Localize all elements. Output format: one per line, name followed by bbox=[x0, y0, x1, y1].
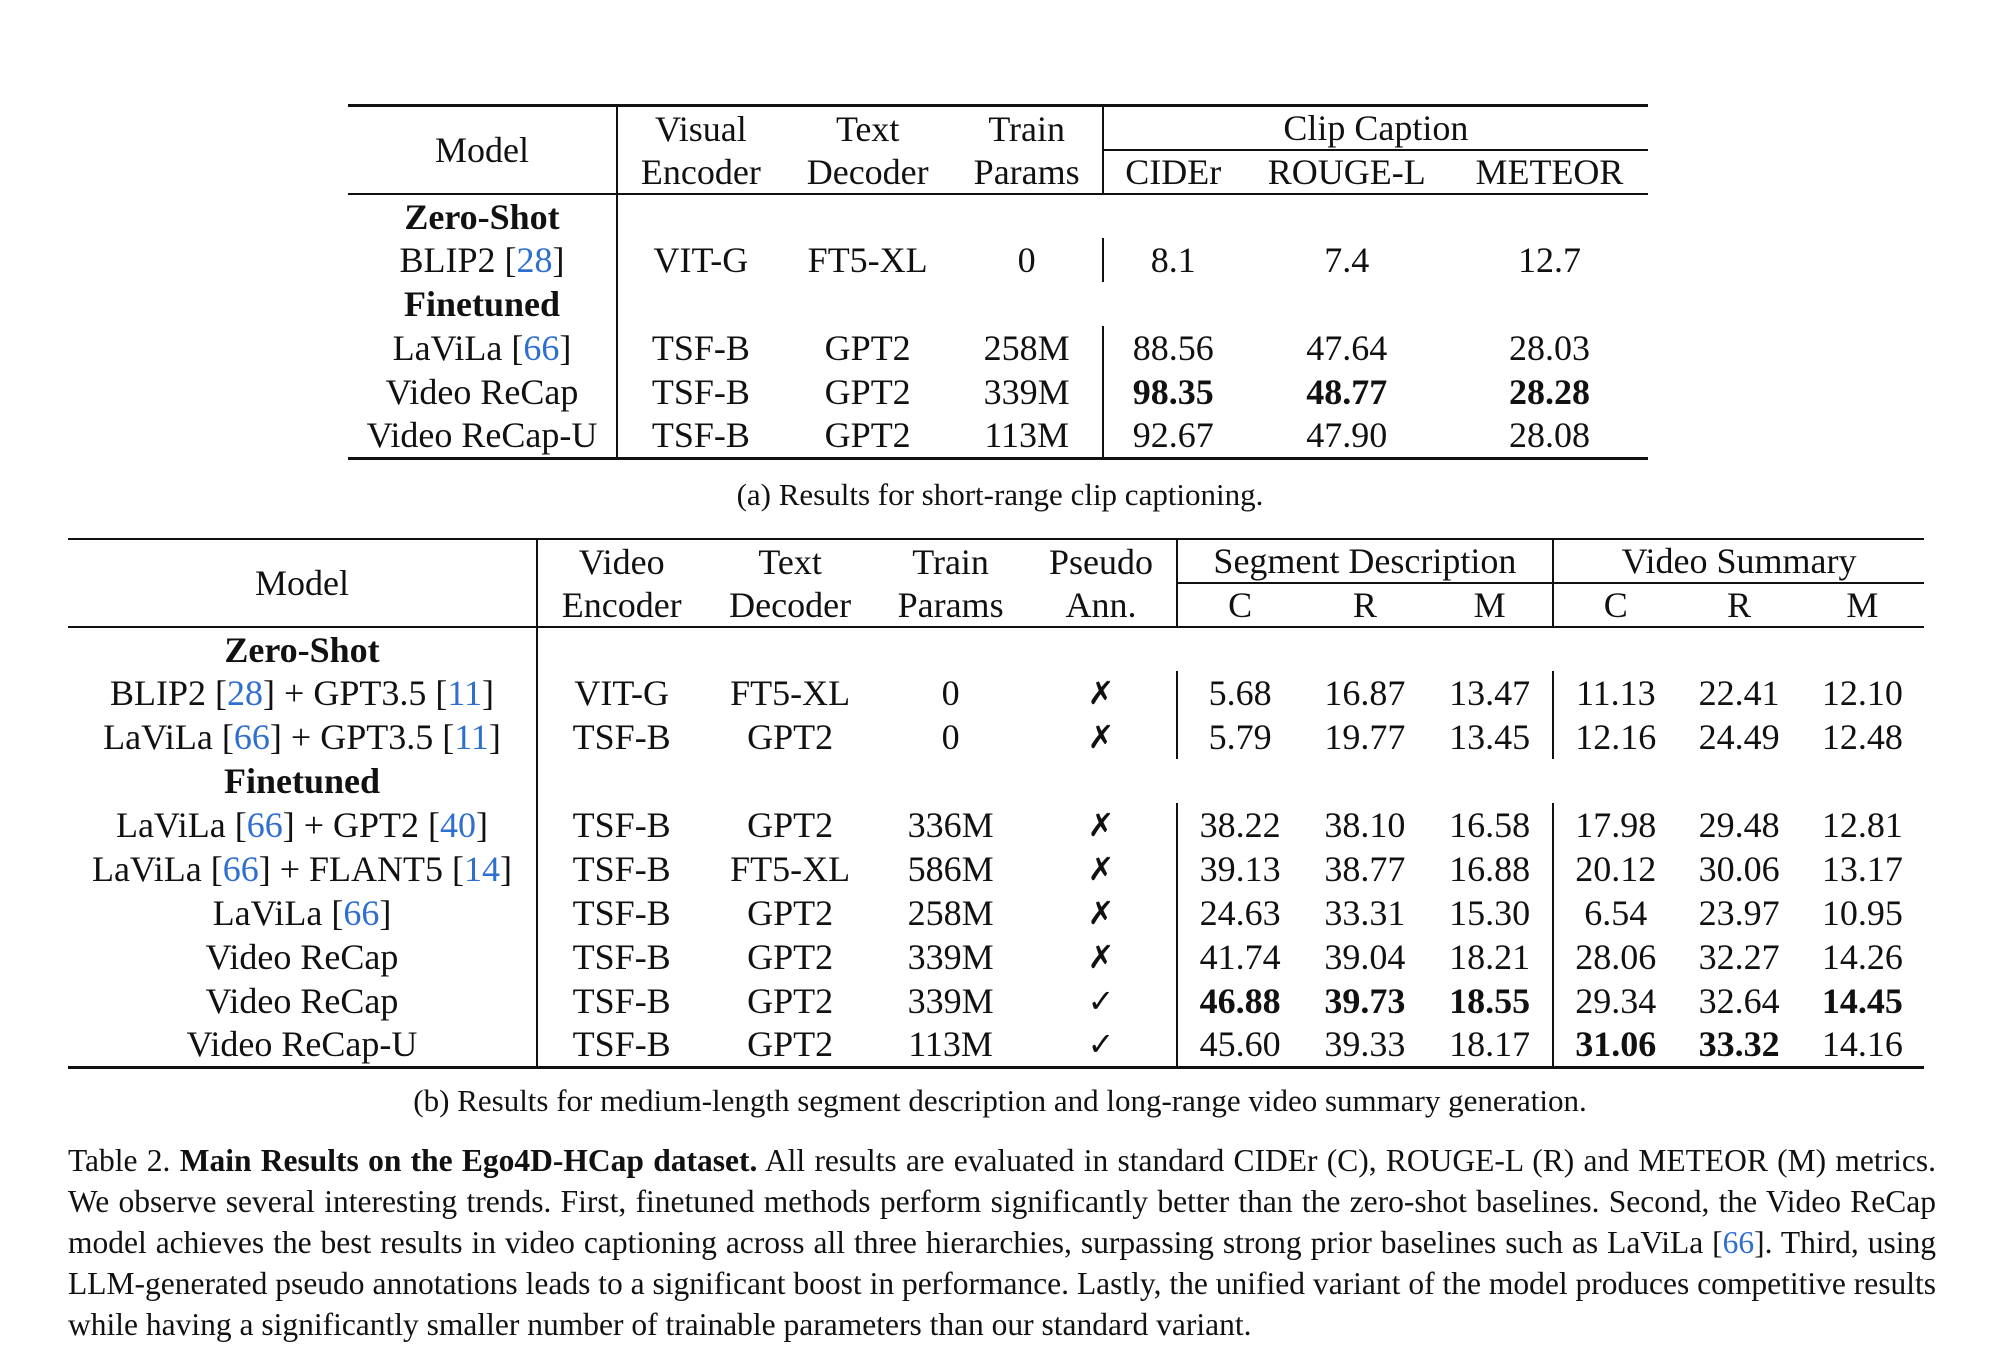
table-row bbox=[68, 671, 1924, 715]
subcaption-a: (a) Results for short-range clip captioning. bbox=[736, 477, 1264, 512]
cell-encoder: TSF-B bbox=[537, 715, 705, 759]
cell-cider: 98.35 bbox=[1103, 370, 1243, 414]
cell-rouge: 7.4 bbox=[1324, 240, 1370, 280]
model-name: LaViLa [66] + GPT2 [40] bbox=[115, 805, 489, 845]
header-visual-2: Encoder bbox=[617, 150, 784, 194]
model-name: LaViLa [66] bbox=[212, 893, 392, 933]
model-name: BLIP2 [28] + GPT3.5 [11] bbox=[110, 673, 494, 713]
cell-segment-c: 41.74 bbox=[1177, 935, 1303, 979]
cell-summary-c: 17.98 bbox=[1553, 803, 1677, 847]
cell-summary-r: 24.49 bbox=[1698, 717, 1780, 757]
header-meteor: METEOR bbox=[1475, 152, 1624, 192]
cell-segment-m: 16.58 bbox=[1449, 805, 1531, 845]
cell-rouge: 47.90 bbox=[1243, 414, 1451, 458]
table-row bbox=[348, 238, 1648, 282]
header-seg-m: M bbox=[1473, 585, 1506, 625]
cell-encoder: TSF-B bbox=[617, 370, 784, 414]
cell-summary-r: 32.27 bbox=[1698, 937, 1780, 977]
caption-text-2: ]. Third, using LLM-generated pseudo annotations leads to a significant boost in performance. Lastly, the unified variant of the model produces competitive results while having a significantly smaller number of trainable parameters than our standard variant. bbox=[68, 1225, 1936, 1342]
citation-link[interactable]: 66 bbox=[343, 893, 380, 933]
cell-segment-c: 45.60 bbox=[1177, 1023, 1303, 1067]
header-sum-c: C bbox=[1553, 583, 1677, 627]
table-row bbox=[68, 715, 1924, 759]
cell-encoder: VIT-G bbox=[537, 671, 705, 715]
cell-summary-c: 12.16 bbox=[1553, 715, 1677, 759]
header-clip-caption: Clip Caption bbox=[1103, 106, 1648, 151]
cell-meteor: 28.03 bbox=[1508, 328, 1590, 368]
cell-segment-c: 5.79 bbox=[1177, 715, 1303, 759]
model-name: LaViLa [66] + FLANT5 [14] bbox=[91, 849, 513, 889]
cell-decoder: GPT2 bbox=[747, 805, 834, 845]
cell-segment-c: 38.22 bbox=[1177, 803, 1303, 847]
model-name: LaViLa [66] bbox=[392, 328, 572, 368]
table-row bbox=[68, 847, 1924, 891]
header-segment-description: Segment Description bbox=[1177, 539, 1553, 583]
cell-summary-c: 20.12 bbox=[1553, 847, 1677, 891]
pseudo-annotation-mark: ✗ bbox=[1087, 674, 1115, 712]
cell-summary-m: 12.48 bbox=[1821, 717, 1903, 757]
pseudo-annotation-mark: ✓ bbox=[1026, 1023, 1176, 1067]
table-caption bbox=[68, 1140, 1936, 1345]
pseudo-annotation-mark: ✗ bbox=[1087, 718, 1115, 756]
citation-link[interactable]: 11 bbox=[454, 717, 489, 757]
cell-summary-c: 11.13 bbox=[1553, 671, 1677, 715]
cell-params: 258M bbox=[907, 893, 994, 933]
cell-summary-m: 12.10 bbox=[1821, 673, 1903, 713]
cell-meteor: 28.08 bbox=[1451, 414, 1648, 458]
cell-decoder: FT5-XL bbox=[730, 673, 851, 713]
cell-rouge: 48.77 bbox=[1306, 372, 1388, 412]
cell-decoder: GPT2 bbox=[747, 981, 834, 1021]
cell-summary-m: 14.16 bbox=[1801, 1023, 1924, 1067]
cell-params: 339M bbox=[983, 372, 1070, 412]
clip-caption-table bbox=[348, 104, 1648, 460]
cell-summary-r: 30.06 bbox=[1698, 849, 1780, 889]
cell-summary-m: 14.26 bbox=[1821, 937, 1903, 977]
section-finetuned: Finetuned bbox=[403, 284, 561, 324]
header-video-summary: Video Summary bbox=[1553, 539, 1924, 583]
cell-segment-r: 39.73 bbox=[1324, 981, 1406, 1021]
cell-summary-m: 13.17 bbox=[1821, 849, 1903, 889]
cell-summary-c: 29.34 bbox=[1553, 979, 1677, 1023]
cell-params: 339M bbox=[907, 981, 994, 1021]
cell-summary-r: 33.32 bbox=[1677, 1023, 1800, 1067]
header-train-1: Train bbox=[952, 106, 1103, 151]
cell-segment-m: 13.47 bbox=[1449, 673, 1531, 713]
pseudo-annotation-mark: ✗ bbox=[1087, 938, 1115, 976]
cell-summary-r: 32.64 bbox=[1698, 981, 1780, 1021]
cell-decoder: FT5-XL bbox=[807, 240, 928, 280]
cell-params: 339M bbox=[907, 937, 994, 977]
cell-segment-m: 18.17 bbox=[1427, 1023, 1553, 1067]
cell-decoder: GPT2 bbox=[747, 937, 834, 977]
cell-summary-r: 22.41 bbox=[1698, 673, 1780, 713]
cell-segment-c: 5.68 bbox=[1177, 671, 1303, 715]
table-row bbox=[68, 979, 1924, 1023]
header-train-1: Train bbox=[875, 539, 1026, 583]
citation-link[interactable]: 40 bbox=[440, 805, 477, 845]
table-row bbox=[348, 370, 1648, 414]
cell-decoder: FT5-XL bbox=[730, 849, 851, 889]
cell-encoder: TSF-B bbox=[537, 979, 705, 1023]
section-zero-shot: Zero-Shot bbox=[68, 627, 537, 671]
cell-segment-m: 18.55 bbox=[1449, 981, 1531, 1021]
cell-segment-r: 16.87 bbox=[1324, 673, 1406, 713]
table-row bbox=[348, 326, 1648, 370]
model-name: Video ReCap-U bbox=[348, 414, 617, 458]
cell-segment-r: 38.77 bbox=[1324, 849, 1406, 889]
cell-segment-c: 46.88 bbox=[1177, 979, 1303, 1023]
pseudo-annotation-mark: ✓ bbox=[1087, 982, 1115, 1020]
cell-decoder: GPT2 bbox=[747, 717, 834, 757]
table-row bbox=[68, 935, 1924, 979]
header-text-2: Decoder bbox=[806, 151, 929, 192]
cell-params: 113M bbox=[875, 1023, 1026, 1067]
citation-link[interactable]: 66 bbox=[222, 849, 259, 889]
header-video-2: Encoder bbox=[537, 583, 705, 627]
cell-segment-m: 15.30 bbox=[1449, 893, 1531, 933]
header-train-2: Params bbox=[973, 151, 1080, 192]
cell-summary-m: 10.95 bbox=[1821, 893, 1903, 933]
cell-summary-m: 14.45 bbox=[1821, 981, 1903, 1021]
cell-params: 0 bbox=[1017, 240, 1036, 280]
citation-link[interactable]: 66 bbox=[523, 328, 560, 368]
cell-params: 0 bbox=[941, 717, 960, 757]
citation-link[interactable]: 66 bbox=[233, 717, 270, 757]
cell-cider: 8.1 bbox=[1103, 238, 1243, 282]
model-name: BLIP2 [28] bbox=[399, 240, 565, 280]
pseudo-annotation-mark: ✗ bbox=[1087, 850, 1115, 888]
cell-decoder: GPT2 bbox=[784, 414, 952, 458]
cell-encoder: TSF-B bbox=[537, 847, 705, 891]
cell-rouge: 47.64 bbox=[1306, 328, 1388, 368]
header-sum-m: M bbox=[1846, 585, 1879, 625]
cell-segment-r: 38.10 bbox=[1324, 805, 1406, 845]
cell-params: 113M bbox=[952, 414, 1103, 458]
cell-params: 586M bbox=[907, 849, 994, 889]
cell-meteor: 12.7 bbox=[1517, 240, 1581, 280]
header-model: Model bbox=[68, 539, 537, 627]
cell-segment-m: 18.21 bbox=[1449, 937, 1531, 977]
cell-segment-c: 24.63 bbox=[1177, 891, 1303, 935]
cell-summary-c: 28.06 bbox=[1553, 935, 1677, 979]
header-visual-1: Visual bbox=[617, 106, 784, 151]
pseudo-annotation-mark: ✗ bbox=[1087, 894, 1115, 932]
model-name: Video ReCap bbox=[205, 981, 399, 1021]
header-seg-c: C bbox=[1177, 583, 1303, 627]
cell-cider: 88.56 bbox=[1103, 326, 1243, 370]
cell-encoder: TSF-B bbox=[617, 326, 784, 370]
citation-link[interactable]: 14 bbox=[464, 849, 501, 889]
cell-decoder: GPT2 bbox=[824, 328, 911, 368]
cell-segment-m: 16.88 bbox=[1449, 849, 1531, 889]
cell-encoder: TSF-B bbox=[537, 803, 705, 847]
section-zero-shot: Zero-Shot bbox=[348, 194, 617, 238]
cell-encoder: TSF-B bbox=[537, 935, 705, 979]
header-video-1: Video bbox=[537, 539, 705, 583]
citation-link[interactable]: 28 bbox=[227, 673, 264, 713]
subcaption-b: (b) Results for medium-length segment description and long-range video summary generation. bbox=[413, 1083, 1587, 1118]
header-rouge: ROUGE-L bbox=[1267, 152, 1426, 192]
cell-encoder: VIT-G bbox=[617, 238, 784, 282]
header-seg-r: R bbox=[1352, 585, 1377, 625]
cell-summary-c: 6.54 bbox=[1553, 891, 1677, 935]
citation-link[interactable]: 11 bbox=[447, 673, 482, 713]
model-name: Video ReCap bbox=[205, 937, 399, 977]
cell-cider: 92.67 bbox=[1103, 414, 1243, 458]
header-text-1: Text bbox=[784, 106, 952, 151]
model-name: LaViLa [66] + GPT3.5 [11] bbox=[103, 717, 501, 757]
cell-segment-r: 39.04 bbox=[1324, 937, 1406, 977]
cell-summary-r: 23.97 bbox=[1698, 893, 1780, 933]
header-sum-r: R bbox=[1727, 585, 1752, 625]
cell-segment-r: 19.77 bbox=[1324, 717, 1406, 757]
cell-segment-r: 33.31 bbox=[1324, 893, 1406, 933]
caption-text-1: All results are evaluated in standard CIDEr (C), ROUGE-L (R) and METEOR (M) metrics. We observe several interesting trends. First, finetuned methods perform significantly better than the zero-shot baselines. Second, the Video ReCap model achieves the best results in video captioning across all three hierarchies, surpassing strong prior baselines such as LaViLa [ bbox=[68, 1143, 1936, 1260]
cell-decoder: GPT2 bbox=[747, 893, 834, 933]
caption-title: Main Results on the Ego4D-HCap dataset. bbox=[179, 1143, 758, 1178]
cell-encoder: TSF-B bbox=[537, 891, 705, 935]
pseudo-annotation-mark: ✗ bbox=[1087, 806, 1115, 844]
cell-encoder: TSF-B bbox=[617, 414, 784, 458]
cell-params: 258M bbox=[983, 328, 1070, 368]
table-row bbox=[68, 803, 1924, 847]
cell-meteor: 28.28 bbox=[1508, 372, 1590, 412]
section-finetuned: Finetuned bbox=[223, 761, 381, 801]
table-row bbox=[348, 414, 1648, 458]
citation-link[interactable]: 66 bbox=[1722, 1225, 1755, 1260]
segment-summary-table bbox=[68, 538, 1924, 1069]
table-row bbox=[68, 1023, 1924, 1067]
cell-encoder: TSF-B bbox=[537, 1023, 705, 1067]
cell-decoder: GPT2 bbox=[824, 372, 911, 412]
header-train-2: Params bbox=[897, 584, 1004, 625]
citation-link[interactable]: 28 bbox=[516, 240, 553, 280]
cell-summary-r: 29.48 bbox=[1698, 805, 1780, 845]
cell-segment-m: 13.45 bbox=[1449, 717, 1531, 757]
header-text-2: Decoder bbox=[729, 584, 852, 625]
cell-decoder: GPT2 bbox=[705, 1023, 874, 1067]
header-pseudo-1: Pseudo bbox=[1026, 539, 1176, 583]
cell-params: 336M bbox=[907, 805, 994, 845]
model-name: Video ReCap bbox=[385, 372, 579, 412]
cell-segment-c: 39.13 bbox=[1177, 847, 1303, 891]
header-text-1: Text bbox=[705, 539, 874, 583]
cell-segment-r: 39.33 bbox=[1303, 1023, 1428, 1067]
table-row bbox=[68, 891, 1924, 935]
header-cider: CIDEr bbox=[1103, 150, 1243, 194]
model-name: Video ReCap-U bbox=[68, 1023, 537, 1067]
cell-summary-c: 31.06 bbox=[1553, 1023, 1677, 1067]
citation-link[interactable]: 66 bbox=[246, 805, 283, 845]
header-pseudo-2: Ann. bbox=[1065, 584, 1137, 625]
cell-summary-m: 12.81 bbox=[1821, 805, 1903, 845]
header-model: Model bbox=[348, 106, 617, 195]
cell-params: 0 bbox=[941, 673, 960, 713]
caption-label: Table 2. bbox=[68, 1143, 180, 1178]
